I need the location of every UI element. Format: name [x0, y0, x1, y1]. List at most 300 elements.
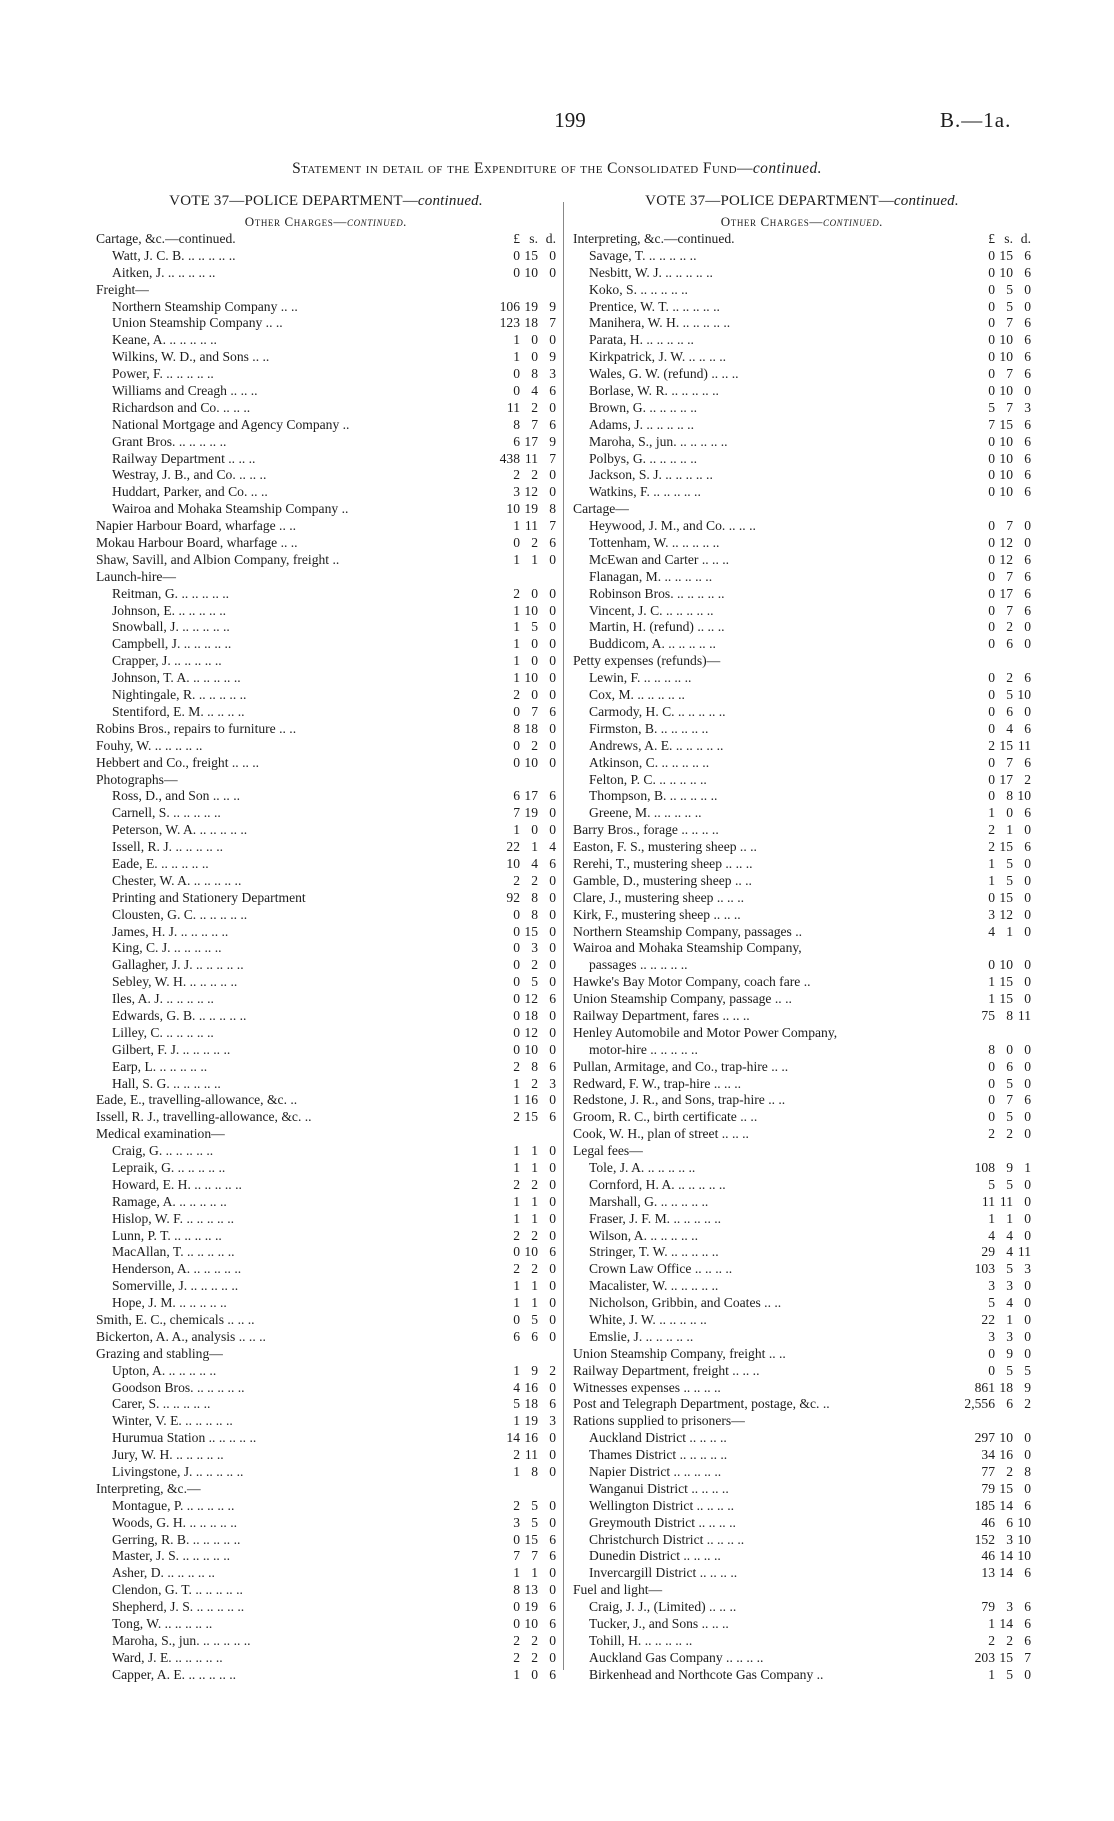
- expenditure-row: [96, 1295, 556, 1312]
- entry-label: Tohill, H. .. .. .. .. ..: [589, 1632, 693, 1648]
- amount-pounds: 0: [513, 1007, 520, 1023]
- amount-pounds: 0: [988, 450, 995, 466]
- amount-pence: [1013, 1413, 1031, 1430]
- amount-pence: 6: [1024, 450, 1031, 466]
- amount-pounds: 0: [513, 1616, 520, 1632]
- amount-pence: 6: [549, 1548, 556, 1564]
- expenditure-row: [96, 1447, 556, 1464]
- expenditure-row: [96, 1008, 556, 1025]
- amount-pounds: 1: [513, 1143, 520, 1159]
- expenditure-row: [96, 1244, 556, 1261]
- amount-pence: 6: [549, 1666, 556, 1682]
- amount-shillings: 1: [1006, 822, 1013, 838]
- amount-pence: 0: [549, 822, 556, 838]
- amount-pence: 6: [1024, 264, 1031, 280]
- amount-pounds: 0: [513, 906, 520, 922]
- expenditure-row: [96, 940, 556, 957]
- expenditure-row: [573, 1599, 1031, 1616]
- vote-heading-text: VOTE 37—POLICE DEPARTMENT—: [645, 193, 894, 209]
- shillings-header: s.: [529, 231, 538, 246]
- amount-shillings: 5: [1006, 872, 1013, 888]
- amount-pounds: [485, 282, 520, 299]
- amount-pounds: 0: [988, 889, 995, 905]
- vote-heading-continued: continued.: [417, 193, 483, 209]
- amount-pence: 0: [549, 754, 556, 770]
- amount-pence: 6: [1024, 366, 1031, 382]
- entry-label: Clare, J., mustering sheep .. .. ..: [573, 889, 745, 905]
- amount-shillings: [995, 940, 1013, 957]
- entry-label: Fuel and light—: [573, 1582, 663, 1598]
- expenditure-row: [573, 636, 1031, 653]
- amount-shillings: 5: [1006, 1075, 1013, 1091]
- amount-shillings: 5: [1006, 298, 1013, 314]
- expenditure-row: [573, 704, 1031, 721]
- expenditure-row: [573, 890, 1031, 907]
- amount-shillings: 10: [999, 332, 1013, 348]
- entry-label: Brown, G. .. .. .. .. ..: [589, 399, 697, 415]
- entry-label: Macalister, W. .. .. .. .. ..: [589, 1278, 719, 1294]
- amount-pounds: 0: [988, 383, 995, 399]
- expenditure-row: [96, 1228, 556, 1245]
- amount-shillings: 9: [1006, 1159, 1013, 1175]
- entry-label: Hope, J. M. .. .. .. .. ..: [112, 1295, 227, 1311]
- entry-label: Johnson, T. A. .. .. .. .. ..: [112, 670, 241, 686]
- entry-label: Wairoa and Mohaka Steamship Company,: [573, 940, 802, 956]
- amount-pounds: 2: [513, 1227, 520, 1243]
- expenditure-row: [96, 1633, 556, 1650]
- amount-pence: 6: [549, 788, 556, 804]
- entry-label: Rations supplied to prisoners—: [573, 1413, 745, 1429]
- expenditure-row: [573, 1126, 1031, 1143]
- amount-pence: 6: [1024, 1497, 1031, 1513]
- amount-pounds: 108: [974, 1159, 995, 1175]
- expenditure-row: [573, 619, 1031, 636]
- amount-pence: 0: [549, 923, 556, 939]
- amount-pence: 0: [549, 1464, 556, 1480]
- amount-shillings: 3: [1006, 1278, 1013, 1294]
- amount-shillings: 5: [1006, 1362, 1013, 1378]
- amount-pence: 6: [549, 1396, 556, 1412]
- amount-pence: 0: [549, 653, 556, 669]
- expenditure-row: [96, 721, 556, 738]
- amount-pence: 6: [1024, 551, 1031, 567]
- currency-header: [573, 231, 1031, 248]
- entry-label: Medical examination—: [96, 1126, 225, 1142]
- entry-label: Gerring, R. B. .. .. .. .. ..: [112, 1531, 241, 1547]
- amount-pence: [538, 1126, 556, 1143]
- amount-pence: 6: [1024, 247, 1031, 263]
- amount-pence: 0: [1024, 1126, 1031, 1142]
- amount-shillings: 16: [524, 1379, 538, 1395]
- amount-pounds: 0: [988, 551, 995, 567]
- amount-shillings: 1: [531, 1143, 538, 1159]
- amount-pounds: 2: [513, 1261, 520, 1277]
- expenditure-row: [573, 1329, 1031, 1346]
- amount-pounds: 0: [513, 535, 520, 551]
- subheading-text: Other Charges—: [720, 214, 823, 229]
- expenditure-row: [96, 315, 556, 332]
- amount-pounds: [485, 772, 520, 789]
- entry-label: Cook, W. H., plan of street .. .. ..: [573, 1126, 749, 1142]
- entry-label: Firmston, B. .. .. .. .. ..: [589, 720, 709, 736]
- entry-label: Nicholson, Gribbin, and Coates .. ..: [589, 1295, 782, 1311]
- expenditure-row: [573, 1430, 1031, 1447]
- expenditure-row: [573, 1447, 1031, 1464]
- amount-pence: 6: [1024, 720, 1031, 736]
- amount-pence: [1013, 653, 1031, 670]
- amount-pence: 0: [549, 974, 556, 990]
- expenditure-row: [573, 670, 1031, 687]
- amount-shillings: 3: [1006, 1531, 1013, 1547]
- entry-label: Adams, J. .. .. .. .. ..: [589, 416, 694, 432]
- entry-label: Launch-hire—: [96, 568, 177, 584]
- amount-pounds: 11: [506, 399, 520, 415]
- amount-pounds: 11: [981, 1193, 995, 1209]
- entry-label: Power, F. .. .. .. .. ..: [112, 366, 214, 382]
- entry-label: Wilkins, W. D., and Sons .. ..: [112, 349, 270, 365]
- entry-label: Interpreting, &c.—: [96, 1480, 201, 1496]
- amount-pounds: 2: [988, 822, 995, 838]
- amount-pence: 0: [1024, 1430, 1031, 1446]
- amount-shillings: 10: [999, 383, 1013, 399]
- amount-shillings: 18: [524, 1396, 538, 1412]
- expenditure-row: [96, 299, 556, 316]
- amount-shillings: 2: [531, 1632, 538, 1648]
- amount-pounds: 1: [513, 822, 520, 838]
- amount-pence: 0: [1024, 1666, 1031, 1682]
- amount-shillings: 2: [1006, 670, 1013, 686]
- amount-pounds: 77: [981, 1464, 995, 1480]
- amount-shillings: 10: [524, 1244, 538, 1260]
- amount-pence: 0: [1024, 1109, 1031, 1125]
- amount-shillings: 0: [1006, 805, 1013, 821]
- entry-label: Christchurch District .. .. .. ..: [589, 1531, 745, 1547]
- amount-pence: 0: [1024, 1447, 1031, 1463]
- amount-shillings: 7: [531, 416, 538, 432]
- entry-label: Koko, S. .. .. .. .. ..: [589, 281, 688, 297]
- amount-pounds: 0: [988, 670, 995, 686]
- expenditure-row: [96, 603, 556, 620]
- entry-label: Redstone, J. R., and Sons, trap-hire .. ..: [573, 1092, 786, 1108]
- amount-pence: 3: [1024, 1261, 1031, 1277]
- amount-pounds: 2: [513, 1649, 520, 1665]
- expenditure-row: [573, 991, 1031, 1008]
- amount-pence: 6: [1024, 585, 1031, 601]
- amount-pence: 0: [1024, 957, 1031, 973]
- entry-label: Woods, G. H. .. .. .. .. ..: [112, 1514, 238, 1530]
- entry-label: Wales, G. W. (refund) .. .. ..: [589, 366, 739, 382]
- amount-pounds: 22: [981, 1312, 995, 1327]
- entry-label: Wanganui District .. .. .. ..: [589, 1480, 729, 1496]
- amount-pounds: 0: [988, 433, 995, 449]
- amount-pounds: 4: [513, 1379, 520, 1395]
- amount-shillings: 5: [531, 619, 538, 635]
- amount-pence: [538, 1481, 556, 1498]
- amount-pence: [1013, 1025, 1031, 1042]
- amount-shillings: 10: [524, 1616, 538, 1632]
- entry-label: Martin, H. (refund) .. .. ..: [589, 619, 725, 635]
- amount-shillings: 5: [1006, 281, 1013, 297]
- entry-label: Napier Harbour Board, wharfage .. ..: [96, 518, 297, 534]
- expenditure-row: [96, 1346, 556, 1363]
- amount-pence: 0: [1024, 281, 1031, 297]
- amount-pounds: 1: [513, 653, 520, 669]
- expenditure-row: [96, 1329, 556, 1346]
- amount-shillings: 1: [531, 1193, 538, 1209]
- amount-shillings: 12: [999, 906, 1013, 922]
- entry-label: Printing and Stationery Department: [112, 889, 306, 905]
- amount-pence: 0: [549, 872, 556, 888]
- amount-pence: 6: [549, 1109, 556, 1125]
- expenditure-row: [96, 501, 556, 518]
- amount-shillings: 12: [999, 551, 1013, 567]
- amount-shillings: 11: [524, 450, 538, 466]
- expenditure-row: [573, 1244, 1031, 1261]
- entry-label: Prentice, W. T. .. .. .. .. ..: [589, 298, 720, 314]
- entry-label: Stringer, T. W. .. .. .. .. ..: [589, 1244, 719, 1260]
- amount-pence: 0: [549, 602, 556, 618]
- amount-pounds: 1: [513, 636, 520, 652]
- amount-shillings: 9: [531, 1362, 538, 1378]
- entry-label: Maroha, S., jun. .. .. .. .. ..: [589, 433, 728, 449]
- entry-label: Capper, A. E. .. .. .. .. ..: [112, 1666, 237, 1682]
- amount-shillings: 11: [524, 518, 538, 534]
- amount-pounds: 2: [513, 1447, 520, 1463]
- amount-pounds: 4: [988, 1227, 995, 1243]
- amount-shillings: 17: [524, 433, 538, 449]
- amount-shillings: 5: [531, 1497, 538, 1513]
- amount-pounds: 152: [974, 1531, 995, 1547]
- amount-pence: 6: [1024, 332, 1031, 348]
- amount-pounds: 3: [988, 906, 995, 922]
- amount-pounds: 1: [513, 1362, 520, 1378]
- amount-pence: 0: [549, 1159, 556, 1175]
- amount-pounds: 8: [513, 1582, 520, 1598]
- amount-shillings: 15: [999, 247, 1013, 263]
- amount-pounds: 0: [513, 923, 520, 939]
- amount-shillings: 10: [999, 433, 1013, 449]
- entry-label: Aitken, J. .. .. .. .. ..: [112, 264, 216, 280]
- entry-label: Wilson, A. .. .. .. .. ..: [589, 1227, 698, 1243]
- entry-label: Lewin, F. .. .. .. .. ..: [589, 670, 692, 686]
- amount-pence: 6: [1024, 467, 1031, 483]
- amount-shillings: 18: [524, 720, 538, 736]
- amount-pence: 6: [1024, 1616, 1031, 1632]
- amount-shillings: 7: [1006, 518, 1013, 534]
- amount-pounds: 6: [513, 433, 520, 449]
- amount-shillings: [995, 1025, 1013, 1042]
- expenditure-row: [573, 265, 1031, 282]
- amount-pence: 0: [549, 585, 556, 601]
- expenditure-row: [96, 467, 556, 484]
- amount-pounds: 2: [513, 585, 520, 601]
- entry-label: Vincent, J. C. .. .. .. .. ..: [589, 602, 714, 618]
- amount-shillings: 1: [531, 1159, 538, 1175]
- amount-pence: 7: [549, 518, 556, 534]
- entry-label: Clousten, G. C. .. .. .. .. ..: [112, 906, 248, 922]
- expenditure-row: [96, 907, 556, 924]
- entry-label: Henley Automobile and Motor Power Company,: [573, 1024, 838, 1040]
- right-column: [573, 190, 1031, 1684]
- amount-pence: 0: [1024, 1312, 1031, 1327]
- amount-pounds: 1: [513, 602, 520, 618]
- amount-pounds: 14: [506, 1430, 520, 1446]
- entry-label: Johnson, E. .. .. .. .. ..: [112, 602, 227, 618]
- amount-shillings: 10: [524, 1041, 538, 1057]
- expenditure-row: [96, 1616, 556, 1633]
- entry-label: Kirkpatrick, J. W. .. .. .. ..: [589, 349, 727, 365]
- amount-pounds: 0: [988, 602, 995, 618]
- amount-pence: 6: [1024, 754, 1031, 770]
- expenditure-row: [96, 974, 556, 991]
- amount-pence: 0: [549, 467, 556, 483]
- expenditure-row: [96, 484, 556, 501]
- expenditure-row: [573, 467, 1031, 484]
- expenditure-row: [96, 890, 556, 907]
- amount-shillings: 18: [524, 315, 538, 331]
- amount-shillings: 0: [531, 349, 538, 365]
- amount-pence: 0: [549, 1278, 556, 1294]
- amount-shillings: 7: [531, 1548, 538, 1564]
- section-subheading: [96, 212, 556, 231]
- amount-shillings: 2: [531, 1649, 538, 1665]
- amount-pounds: 1: [988, 991, 995, 1007]
- amount-pence: 0: [549, 1092, 556, 1108]
- amount-pounds: 0: [988, 687, 995, 703]
- amount-pence: 0: [1024, 1176, 1031, 1192]
- expenditure-row: [573, 1481, 1031, 1498]
- entry-label: Cartage, &c.—continued.: [96, 231, 236, 246]
- vote-heading-text: VOTE 37—POLICE DEPARTMENT—: [169, 193, 418, 209]
- amount-shillings: 0: [531, 332, 538, 348]
- amount-pounds: 1: [988, 1616, 995, 1632]
- amount-pence: [538, 569, 556, 586]
- amount-pounds: 0: [513, 754, 520, 770]
- amount-pounds: 0: [988, 636, 995, 652]
- amount-pence: [1013, 940, 1031, 957]
- amount-pounds: 34: [981, 1447, 995, 1463]
- expenditure-row: [96, 1278, 556, 1295]
- expenditure-row: [573, 552, 1031, 569]
- amount-shillings: 15: [999, 889, 1013, 905]
- amount-pounds: 0: [513, 957, 520, 973]
- expenditure-row: [96, 1548, 556, 1565]
- amount-pounds: 0: [988, 568, 995, 584]
- amount-pence: 0: [549, 670, 556, 686]
- expenditure-row: [573, 1346, 1031, 1363]
- entry-label: King, C. J. .. .. .. .. ..: [112, 940, 222, 956]
- entry-label: Wairoa and Mohaka Steamship Company ..: [112, 501, 349, 517]
- amount-pounds: 1: [988, 974, 995, 990]
- expenditure-row: [573, 434, 1031, 451]
- amount-pence: 3: [1024, 399, 1031, 415]
- entry-label: Hurumua Station .. .. .. .. ..: [112, 1430, 257, 1446]
- amount-shillings: 15: [999, 1649, 1013, 1665]
- amount-shillings: 16: [524, 1430, 538, 1446]
- amount-pounds: 13: [981, 1565, 995, 1581]
- amount-pounds: 2: [513, 872, 520, 888]
- amount-pounds: 7: [988, 416, 995, 432]
- amount-pounds: 1: [988, 855, 995, 871]
- expenditure-row: [573, 1025, 1031, 1042]
- amount-shillings: 8: [531, 366, 538, 382]
- entry-label: Ross, D., and Son .. .. ..: [112, 788, 241, 804]
- amount-shillings: 8: [531, 1464, 538, 1480]
- right-entries: [573, 248, 1031, 1684]
- amount-shillings: 3: [531, 940, 538, 956]
- amount-shillings: 2: [531, 535, 538, 551]
- amount-pounds: 2: [513, 1632, 520, 1648]
- amount-pence: 0: [549, 1430, 556, 1446]
- amount-shillings: 5: [1006, 855, 1013, 871]
- amount-pence: [538, 282, 556, 299]
- amount-pence: 0: [1024, 923, 1031, 939]
- amount-pence: 6: [1024, 602, 1031, 618]
- expenditure-row: [96, 1582, 556, 1599]
- entry-label: Crown Law Office .. .. .. ..: [589, 1261, 733, 1277]
- entry-label: Smith, E. C., chemicals .. .. ..: [96, 1312, 255, 1327]
- amount-pence: 9: [549, 433, 556, 449]
- amount-pounds: 2: [988, 737, 995, 753]
- entry-label: Master, J. S. .. .. .. .. ..: [112, 1548, 231, 1564]
- amount-pence: 0: [549, 636, 556, 652]
- amount-pence: 10: [1017, 687, 1031, 703]
- amount-pence: 0: [549, 1227, 556, 1243]
- amount-shillings: 2: [1006, 1126, 1013, 1142]
- expenditure-row: [573, 1667, 1031, 1684]
- expenditure-row: [573, 772, 1031, 789]
- amount-shillings: 1: [1006, 1210, 1013, 1226]
- amount-shillings: 4: [1006, 1295, 1013, 1311]
- expenditure-row: [573, 653, 1031, 670]
- amount-pounds: 0: [988, 281, 995, 297]
- amount-shillings: 15: [999, 974, 1013, 990]
- amount-pence: 2: [1024, 771, 1031, 787]
- amount-shillings: 5: [531, 1514, 538, 1530]
- expenditure-row: [96, 1194, 556, 1211]
- amount-pence: 0: [1024, 906, 1031, 922]
- entry-label: Union Steamship Company, passage .. ..: [573, 991, 792, 1007]
- expenditure-row: [96, 1177, 556, 1194]
- entry-label: Flanagan, M. .. .. .. .. ..: [589, 568, 713, 584]
- entry-label: Marshall, G. .. .. .. .. ..: [589, 1193, 709, 1209]
- amount-shillings: 5: [1006, 1176, 1013, 1192]
- amount-pence: 0: [1024, 1345, 1031, 1361]
- entry-label: Shaw, Savill, and Albion Company, freight ..: [96, 551, 340, 567]
- amount-pounds: 0: [988, 484, 995, 500]
- subheading-continued: continued.: [822, 214, 884, 229]
- expenditure-row: [573, 839, 1031, 856]
- amount-shillings: 12: [524, 1024, 538, 1040]
- expenditure-row: [96, 1160, 556, 1177]
- amount-shillings: 0: [531, 687, 538, 703]
- expenditure-row: [573, 349, 1031, 366]
- amount-shillings: 3: [1006, 1328, 1013, 1344]
- entry-label: Somerville, J. .. .. .. .. ..: [112, 1278, 239, 1294]
- amount-shillings: [520, 1481, 538, 1498]
- amount-pence: 6: [1024, 416, 1031, 432]
- amount-pounds: 6: [513, 1328, 520, 1344]
- amount-pounds: [960, 940, 995, 957]
- amount-shillings: 17: [999, 771, 1013, 787]
- vote-heading-continued: continued.: [893, 193, 959, 209]
- amount-pounds: 2: [988, 1632, 995, 1648]
- expenditure-row: [573, 1515, 1031, 1532]
- amount-shillings: 2: [531, 872, 538, 888]
- amount-pence: [538, 772, 556, 789]
- amount-pounds: [485, 569, 520, 586]
- amount-pounds: 2: [513, 1176, 520, 1192]
